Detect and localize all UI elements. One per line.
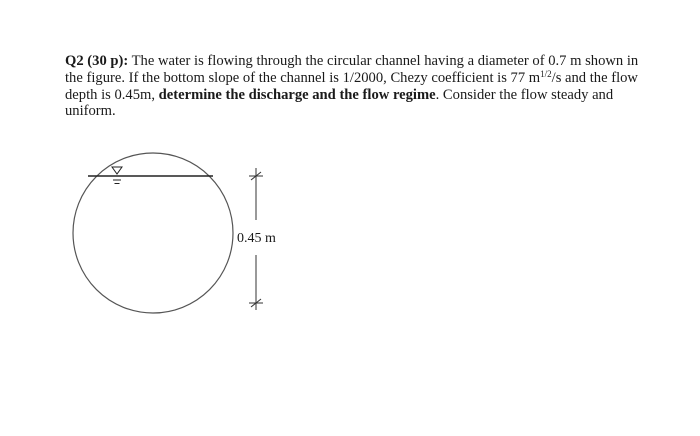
chezy-exponent: 1/2 xyxy=(540,68,552,79)
question-label: Q2 (30 p): xyxy=(65,53,129,69)
question-emphasis: determine the discharge and the flow regime xyxy=(158,86,436,103)
question-text-part-2: /s and the flow depth is 0.45m, xyxy=(65,69,638,103)
question-text-part-1: The water is flowing through the circular channel having a diameter of 0.7 m shown in the figure. If the bottom slope of the channel is 1/2000, Chezy coefficient is 77 m xyxy=(65,53,639,86)
question-text-part-3: . Consider the flow steady and uniform. xyxy=(65,86,614,120)
water-surface-triangle-icon xyxy=(112,167,122,184)
depth-label: 0.45 m xyxy=(237,231,276,246)
channel-circle xyxy=(73,153,233,313)
